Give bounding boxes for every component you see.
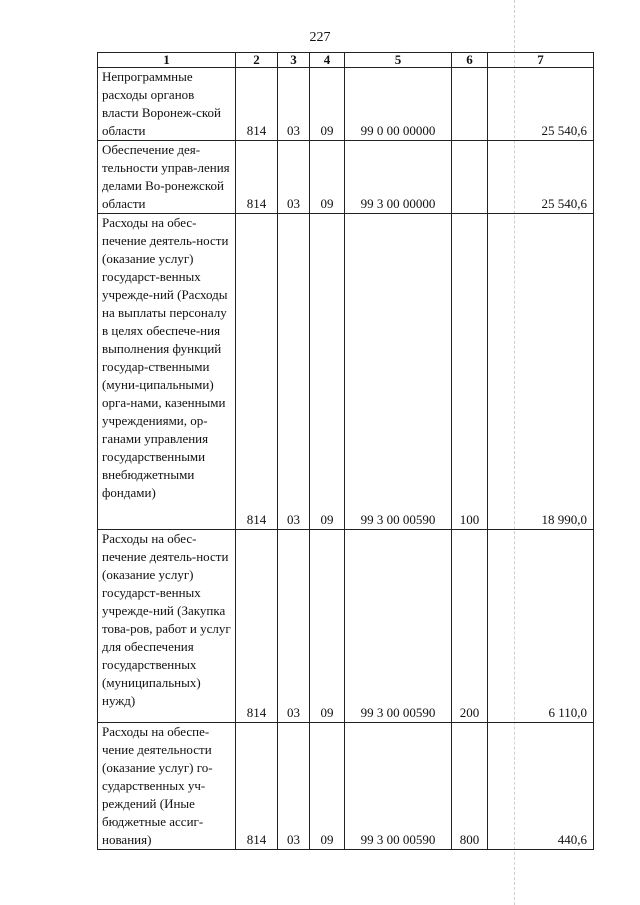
row-expense-type: 200: [452, 530, 488, 723]
row-admin-code: 814: [236, 68, 278, 141]
row-target-article: 99 3 00 00590: [345, 723, 452, 850]
row-amount: 18 990,0: [488, 214, 594, 530]
row-subsection: 09: [310, 530, 345, 723]
header-col-7: 7: [488, 53, 594, 68]
row-section: 03: [278, 141, 310, 214]
row-name: Непрограммные расходы органов власти Воронеж-ской области: [98, 68, 236, 141]
table-row: [98, 68, 594, 141]
row-target-article: 99 3 00 00000: [345, 141, 452, 214]
header-col-6: 6: [452, 53, 488, 68]
header-col-4: 4: [310, 53, 345, 68]
row-admin-code: 814: [236, 214, 278, 530]
header-col-3: 3: [278, 53, 310, 68]
row-amount: 6 110,0: [488, 530, 594, 723]
row-admin-code: 814: [236, 723, 278, 850]
row-expense-type: 800: [452, 723, 488, 850]
row-name: Расходы на обес-печение деятель-ности (оказание услуг) государст-венных учрежде-ний (Расходы на выплаты персоналу в целях обеспече-ния выполнения функций государ-ственными (муни-ципальными) орга-нами, казенными учреждениями, ор-ганами управления государственными внебюджетными фондами): [98, 214, 236, 530]
row-target-article: 99 3 00 00590: [345, 530, 452, 723]
row-section: 03: [278, 723, 310, 850]
header-col-1: 1: [98, 53, 236, 68]
row-expense-type: [452, 68, 488, 141]
row-section: 03: [278, 68, 310, 141]
table-row: [98, 530, 594, 723]
row-name: Расходы на обеспе-чение деятельности (оказание услуг) го-сударственных уч-реждений (Иные бюджетные ассиг-нования): [98, 723, 236, 850]
table-row: [98, 723, 594, 850]
row-subsection: 09: [310, 141, 345, 214]
row-admin-code: 814: [236, 141, 278, 214]
row-name: Обеспечение дея-тельности управ-ления делами Во-ронежской области: [98, 141, 236, 214]
row-expense-type: [452, 141, 488, 214]
row-section: 03: [278, 530, 310, 723]
page-number: 227: [309, 30, 331, 45]
row-subsection: 09: [310, 723, 345, 850]
table-row: [98, 141, 594, 214]
row-target-article: 99 3 00 00590: [345, 214, 452, 530]
row-subsection: 09: [310, 214, 345, 530]
table-row: [98, 214, 594, 530]
row-name: Расходы на обес-печение деятель-ности (оказание услуг) государст-венных учрежде-ний (Закупка това-ров, работ и услуг для обеспечения государственных (муниципальных) нужд): [98, 530, 236, 723]
row-section: 03: [278, 214, 310, 530]
row-amount: 440,6: [488, 723, 594, 850]
row-amount: 25 540,6: [488, 141, 594, 214]
row-admin-code: 814: [236, 530, 278, 723]
header-col-2: 2: [236, 53, 278, 68]
row-amount: 25 540,6: [488, 68, 594, 141]
budget-table: [97, 52, 594, 850]
row-subsection: 09: [310, 68, 345, 141]
row-expense-type: 100: [452, 214, 488, 530]
header-col-5: 5: [345, 53, 452, 68]
row-target-article: 99 0 00 00000: [345, 68, 452, 141]
header-row: [98, 53, 594, 68]
